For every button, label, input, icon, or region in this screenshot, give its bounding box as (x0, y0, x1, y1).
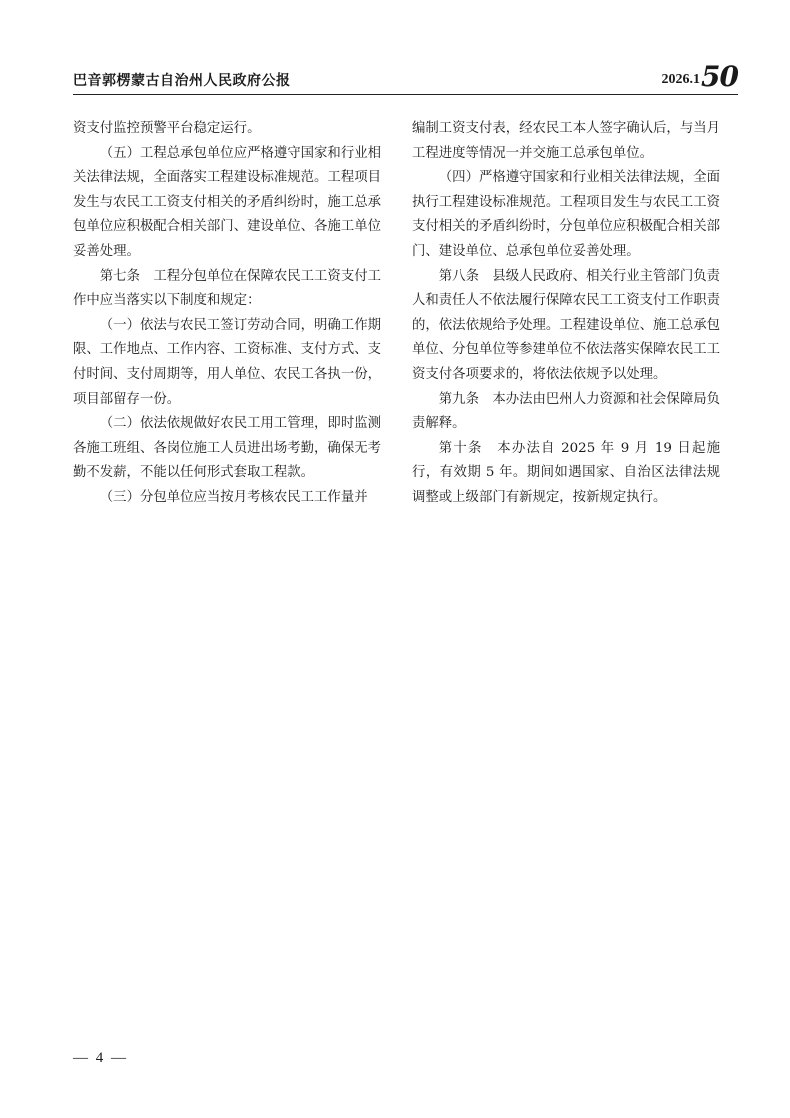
paragraph: （五）工程总承包单位应严格遵守国家和行业相关法律法规，全面落实工程建设标准规范。工程项目发生与农民工工资支付相关的矛盾纠纷时，施工总承包单位应积极配合相关部门、建设单位、各施工单位妥善处理。 (73, 145, 381, 259)
paragraph: （一）依法与农民工签订劳动合同，明确工作期限、工作地点、工作内容、工资标准、支付方式、支付时间、支付周期等，用人单位、农民工各执一份，项目部留存一份。 (73, 317, 381, 407)
publication-title: 巴音郭楞蒙古自治州人民政府公报 (73, 73, 291, 89)
issue-logo: 50 (701, 60, 738, 93)
page-header (73, 60, 738, 94)
paragraph: 编制工资支付表，经农民工本人签字确认后，与当月工程进度等情况一并交施工总承包单位。 (412, 121, 720, 161)
header-divider (73, 94, 738, 95)
right-column (412, 117, 720, 511)
paragraph: （四）严格遵守国家和行业相关法律法规，全面执行工程建设标准规范。工程项目发生与农民工工资支付相关的矛盾纠纷时，分包单位应积极配合相关部门、建设单位、总承包单位妥善处理。 (412, 170, 720, 259)
paragraph: 第九条 本办法由巴州人力资源和社会保障局负责解释。 (412, 391, 720, 432)
paragraph: （三）分包单位应当按月考核农民工工作量并 (99, 489, 368, 505)
paragraph: 资支付监控预警平台稳定运行。 (73, 121, 261, 136)
left-column (73, 117, 381, 511)
paragraph: （二）依法依规做好农民工用工管理，即时监测各施工班组、各岗位施工人员进出场考勤，确保无考勤不发薪，不能以任何形式套取工程款。 (73, 416, 381, 481)
page-number: — 4 — (73, 1050, 128, 1066)
issue-number: 2026.1 (661, 72, 700, 87)
paragraph: 第八条 县级人民政府、相关行业主管部门负责人和责任人不依法履行保障农民工工资支付工作职责的，依法依规给予处理。工程建设单位、施工总承包单位、分包单位等参建单位不依法落实保障农民工工资支付各项要求的，将依法依规予以处理。 (412, 268, 720, 382)
paragraph: 第七条 工程分包单位在保障农民工工资支付工作中应当落实以下制度和规定： (73, 268, 381, 309)
paragraph: 第十条 本办法自 2025 年 9 月 19 日起施行，有效期 5 年。期间如遇国家、自治区法律法规调整或上级部门有新规定，按新规定执行。 (412, 440, 720, 505)
